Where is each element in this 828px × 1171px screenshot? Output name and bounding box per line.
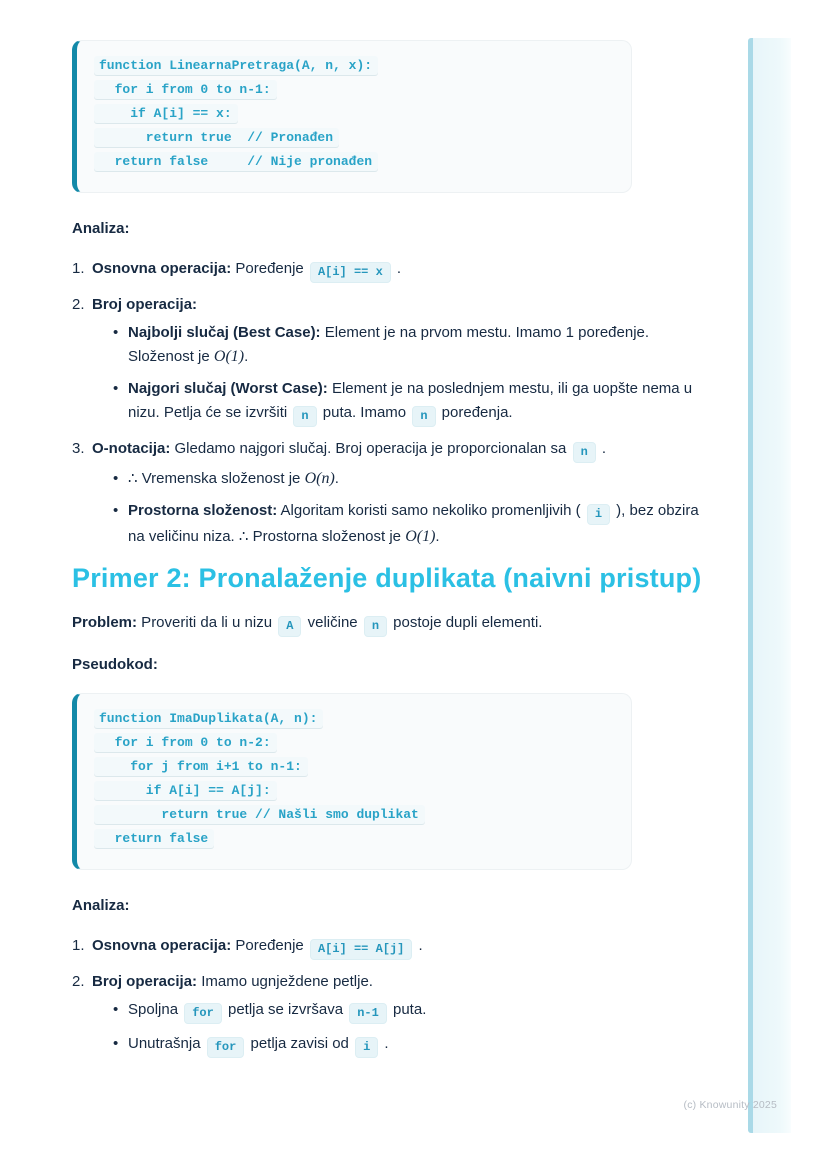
- code-line: [94, 56, 617, 80]
- paragraph: [72, 611, 704, 637]
- inline-code: A[i] == A[j]: [310, 939, 412, 960]
- list-item-text: [92, 257, 704, 283]
- bold-text: Prostorna složenost:: [128, 502, 278, 519]
- bold-text: Pseudokod:: [72, 656, 158, 673]
- ordered-list: [72, 257, 704, 549]
- bold-text: Analiza:: [72, 220, 130, 237]
- inline-code: for: [184, 1003, 222, 1024]
- inline-code: n: [573, 442, 596, 463]
- text-run: veličine: [303, 614, 362, 631]
- code-line: [94, 757, 617, 781]
- inline-code: n: [293, 406, 316, 427]
- paragraph: [72, 653, 704, 677]
- bullet-item: [113, 377, 704, 427]
- code-text: for i from 0 to n-1:: [94, 80, 277, 99]
- text-run: Spoljna: [128, 1001, 183, 1018]
- bold-text: Broj operacija:: [92, 296, 198, 313]
- code-text: return false: [94, 829, 214, 848]
- inline-code: n-1: [349, 1003, 387, 1024]
- text-run: Algoritam koristi samo nekoliko promenljivih (: [277, 502, 585, 519]
- code-text: for j from i+1 to n-1:: [94, 757, 308, 776]
- math-text: O(1): [405, 528, 436, 545]
- text-run: Element je na poslednjem mestu, ili ga uopšte nema u nizu. Petlja će se izvršiti: [128, 380, 693, 421]
- list-item: [72, 970, 704, 1058]
- code-text: function LinearnaPretraga(A, n, x):: [94, 56, 378, 75]
- bold-text: Najbolji slučaj (Best Case):: [128, 324, 321, 341]
- section-heading: Primer 2: Pronalaženje duplikata (naivni pristup): [72, 563, 702, 593]
- list-item: [72, 437, 704, 549]
- bold-text: Problem:: [72, 614, 138, 631]
- inline-code: n: [364, 616, 387, 637]
- text-run: .: [244, 348, 249, 365]
- text-run: .: [435, 528, 440, 545]
- code-line: [94, 829, 617, 853]
- text-run: .: [392, 260, 402, 277]
- inline-code: A: [278, 616, 301, 637]
- list-item: [72, 293, 704, 427]
- inline-code: A[i] == x: [310, 262, 391, 283]
- code-text: function ImaDuplikata(A, n):: [94, 709, 323, 728]
- text-run: Proveriti da li u nizu: [137, 614, 277, 631]
- bold-text: Osnovna operacija:: [92, 937, 232, 954]
- text-run: .: [334, 470, 339, 487]
- list-item-text: [92, 934, 704, 960]
- inline-code: for: [207, 1037, 245, 1058]
- list-item-text: [92, 970, 704, 994]
- bullet-item: [113, 499, 704, 549]
- code-line: [94, 128, 617, 152]
- text-run: puta.: [388, 1001, 427, 1018]
- text-run: petlja zavisi od: [246, 1035, 354, 1052]
- code-line: [94, 104, 617, 128]
- inline-code: i: [355, 1037, 378, 1058]
- bullet-item: [113, 998, 704, 1024]
- code-line: [94, 781, 617, 805]
- pseudocode-linear-search: [72, 40, 632, 193]
- code-text: if A[i] == x:: [94, 104, 238, 123]
- text-run: ∴ Vremenska složenost je: [128, 470, 305, 487]
- bold-text: Najgori slučaj (Worst Case):: [128, 380, 328, 397]
- code-text: if A[i] == A[j]:: [94, 781, 277, 800]
- paragraph: [72, 217, 704, 241]
- ordered-list: [72, 934, 704, 1058]
- bold-text: Broj operacija:: [92, 973, 198, 990]
- text-run: Gledamo najgori slučaj. Broj operacija je proporcionalan sa: [170, 440, 571, 457]
- page-edge-strip: [748, 38, 791, 1133]
- text-run: petlja se izvršava: [223, 1001, 348, 1018]
- text-run: postoje dupli elementi.: [389, 614, 543, 631]
- list-item: [72, 257, 704, 283]
- code-line: [94, 80, 617, 104]
- bold-text: O-notacija:: [92, 440, 171, 457]
- text-run: .: [380, 1035, 389, 1052]
- math-text: O(n): [304, 470, 335, 487]
- bullet-list: [92, 467, 704, 549]
- bullet-item: [113, 321, 704, 369]
- text-run: Imamo ugnježdene petlje.: [197, 973, 373, 990]
- bullet-list: [92, 998, 704, 1058]
- code-line: [94, 733, 617, 757]
- list-item-text: [92, 437, 704, 463]
- text-run: puta. Imamo: [318, 404, 411, 421]
- inline-code: n: [412, 406, 435, 427]
- bold-text: Analiza:: [72, 897, 130, 914]
- page-edge-fill: [753, 38, 791, 1133]
- text-run: Element je na prvom mestu. Imamo 1 poređenje. Složenost je: [128, 324, 650, 365]
- text-run: Poređenje: [231, 937, 308, 954]
- text-run: Unutrašnja: [128, 1035, 205, 1052]
- paragraph: [72, 894, 704, 918]
- document-content: [72, 40, 704, 1070]
- text-run: Poređenje: [231, 260, 308, 277]
- bullet-item: [113, 467, 704, 491]
- text-run: .: [597, 440, 607, 457]
- text-run: ), bez obzira na veličinu niza. ∴ Prostorna složenost je: [128, 502, 699, 545]
- bullet-list: [92, 321, 704, 427]
- math-text: O(1): [213, 348, 245, 365]
- code-text: return true // Našli smo duplikat: [94, 805, 425, 824]
- list-item-text: [92, 293, 704, 317]
- watermark: (c) Knowunity 2025: [683, 1099, 777, 1111]
- pseudocode-duplicates: [72, 693, 632, 870]
- code-line: [94, 709, 617, 733]
- code-text: return true // Pronađen: [94, 128, 339, 147]
- bullet-item: [113, 1032, 704, 1058]
- text-run: .: [414, 937, 423, 954]
- code-line: [94, 152, 617, 176]
- code-text: return false // Nije pronađen: [94, 152, 378, 171]
- list-item: [72, 934, 704, 960]
- inline-code: i: [587, 504, 610, 525]
- text-run: poređenja.: [437, 404, 513, 421]
- bold-text: Osnovna operacija:: [92, 260, 232, 277]
- code-line: [94, 805, 617, 829]
- code-text: for i from 0 to n-2:: [94, 733, 277, 752]
